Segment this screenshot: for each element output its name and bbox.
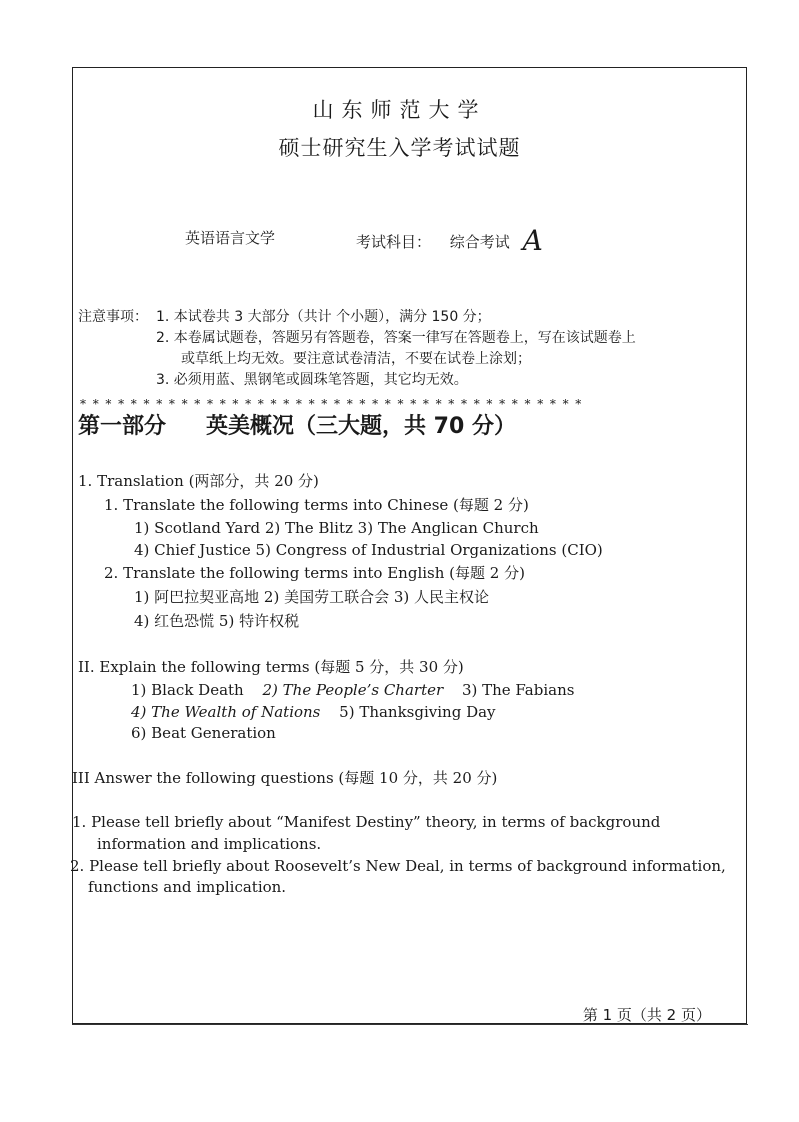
paper-code: A — [522, 224, 543, 257]
q3-question-2: 2. Please tell briefly about Roosevelt’s New Deal, in terms of background information, — [70, 857, 726, 875]
notice-item-2: 2. 本卷属试题卷，答题另有答题卷，答案一律写在答题卷上，写在该试题卷上 — [156, 330, 636, 346]
notice-item-3: 3. 必须用蓝、黑钢笔或圆珠笔答题，其它均无效。 — [156, 372, 468, 388]
q2-term-5: 5) Thanksgiving Day — [339, 703, 496, 721]
q2-terms-1 — [131, 680, 574, 700]
notice-item-1: 1. 本试卷共 3 大部分（共计 个小题），满分 150 分； — [156, 309, 491, 325]
exam-title: 硕士研究生入学考试试题 — [278, 136, 521, 160]
q1-sub2-heading: 2. Translate the following terms into English (每题 2 分) — [104, 564, 525, 582]
q2-term-2: 2) The People’s Charter — [262, 681, 444, 699]
part-one-title: 英美概况（三大题，共 70 分） — [206, 414, 516, 439]
q2-terms-2 — [131, 702, 496, 722]
notice-label: 注意事项： — [78, 309, 148, 325]
subject-name: 综合考试 — [449, 233, 510, 251]
major-name: 英语语言文学 — [185, 229, 276, 247]
q1-sub1-heading: 1. Translate the following terms into Chinese (每题 2 分) — [104, 496, 529, 514]
q1-sub2-terms-2: 4) 红色恐慌 5) 特许权税 — [134, 612, 300, 630]
q3-question-1: 1. Please tell briefly about “Manifest Destiny” theory, in terms of background — [72, 813, 661, 831]
q2-heading: II. Explain the following terms (每题 5 分，共 30 分) — [78, 658, 464, 676]
q2-term-6: 6) Beat Generation — [131, 724, 276, 742]
q1-heading: 1. Translation (两部分，共 20 分) — [78, 472, 319, 490]
q1-sub1-terms-1: 1) Scotland Yard 2) The Blitz 3) The Anglican Church — [134, 519, 539, 537]
part-one-heading — [78, 412, 516, 442]
school-name: 山东师范大学 — [312, 98, 487, 122]
subject-label: 考试科目： — [356, 233, 432, 251]
part-one-label: 第一部分 — [78, 414, 167, 439]
q2-term-3: 3) The Fabians — [461, 681, 575, 699]
q3-heading: III Answer the following questions (每题 10 分，共 20 分) — [72, 769, 498, 787]
subject-line — [356, 224, 543, 257]
q2-term-1: 1) Black Death — [131, 681, 244, 699]
q1-sub2-terms-1: 1) 阿巴拉契亚高地 2) 美国劳工联合会 3) 人民主权论 — [134, 588, 490, 606]
page-number: 第 1 页（共 2 页） — [582, 1006, 711, 1024]
q1-sub1-terms-2: 4) Chief Justice 5) Congress of Industrial Organizations (CIO) — [134, 541, 603, 559]
star-separator: **************************************** — [80, 397, 588, 411]
q3-question-1-cont: information and implications. — [97, 835, 322, 853]
q2-term-4: 4) The Wealth of Nations — [131, 703, 321, 721]
notice-item-2-cont: 或草纸上均无效。要注意试卷清洁，不要在试卷上涂划； — [181, 351, 531, 367]
q3-question-2-cont: functions and implication. — [88, 878, 287, 896]
